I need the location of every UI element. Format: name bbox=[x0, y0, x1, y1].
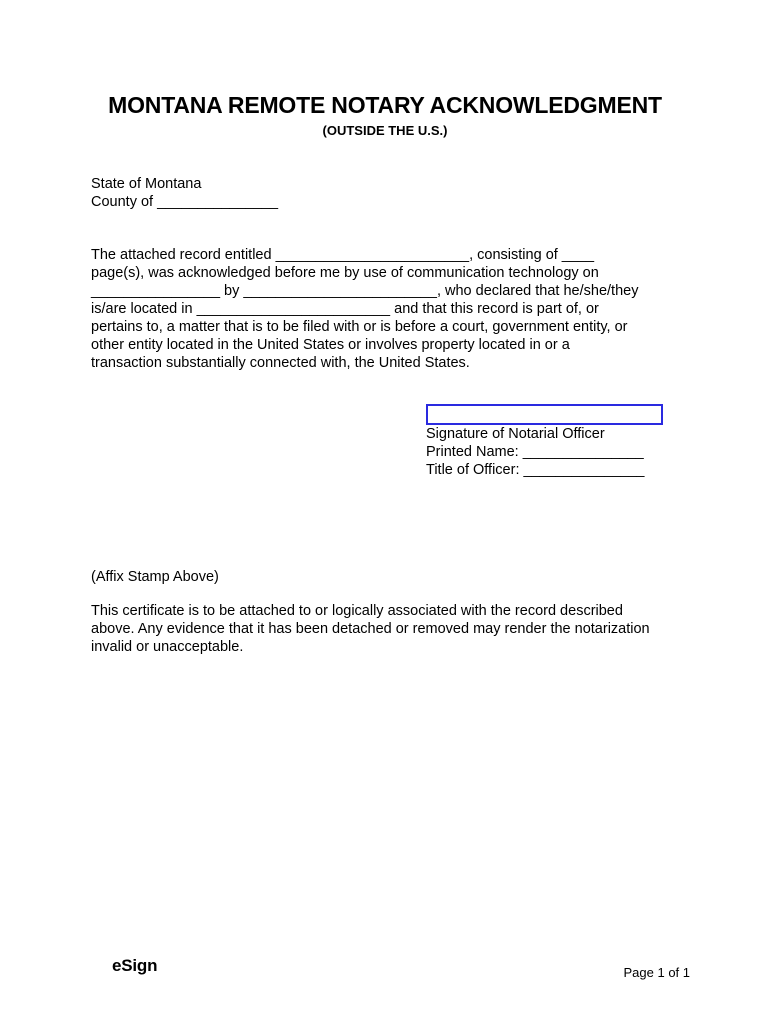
certificate-paragraph bbox=[91, 602, 650, 656]
acknowledgment-paragraph bbox=[91, 246, 638, 372]
body-line: The attached record entitled ________________________, consisting of ____ bbox=[91, 247, 595, 263]
page-number: Page 1 of 1 bbox=[623, 965, 690, 980]
officer-title-line: Title of Officer: _______________ bbox=[426, 462, 645, 478]
signature-block bbox=[426, 425, 644, 479]
document-title: MONTANA REMOTE NOTARY ACKNOWLEDGMENT bbox=[108, 92, 662, 118]
esign-logo: eSign bbox=[112, 956, 158, 975]
signature-field[interactable] bbox=[426, 404, 663, 425]
signature-label: Signature of Notarial Officer bbox=[426, 426, 605, 442]
body-line: page(s), was acknowledged before me by use of communication technology on bbox=[91, 265, 599, 281]
certificate-line: This certificate is to be attached to or logically associated with the record described bbox=[91, 603, 623, 619]
venue-county: County of _______________ bbox=[91, 194, 279, 210]
stamp-note: (Affix Stamp Above) bbox=[91, 569, 219, 585]
body-line: other entity located in the United States or involves property located in or a bbox=[91, 337, 570, 353]
body-line: transaction substantially connected with, the United States. bbox=[91, 355, 470, 371]
body-line: pertains to, a matter that is to be filed with or is before a court, government entity, or bbox=[91, 319, 628, 335]
venue-state: State of Montana bbox=[91, 176, 202, 192]
body-line: is/are located in ________________________ and that this record is part of, or bbox=[91, 301, 599, 317]
printed-name-line: Printed Name: _______________ bbox=[426, 444, 644, 460]
certificate-line: above. Any evidence that it has been detached or removed may render the notarization bbox=[91, 621, 650, 637]
document-subtitle: (OUTSIDE THE U.S.) bbox=[322, 123, 448, 138]
body-line: ________________ by ________________________, who declared that he/she/they bbox=[91, 283, 639, 299]
venue-block bbox=[91, 175, 278, 211]
certificate-line: invalid or unacceptable. bbox=[91, 639, 244, 655]
